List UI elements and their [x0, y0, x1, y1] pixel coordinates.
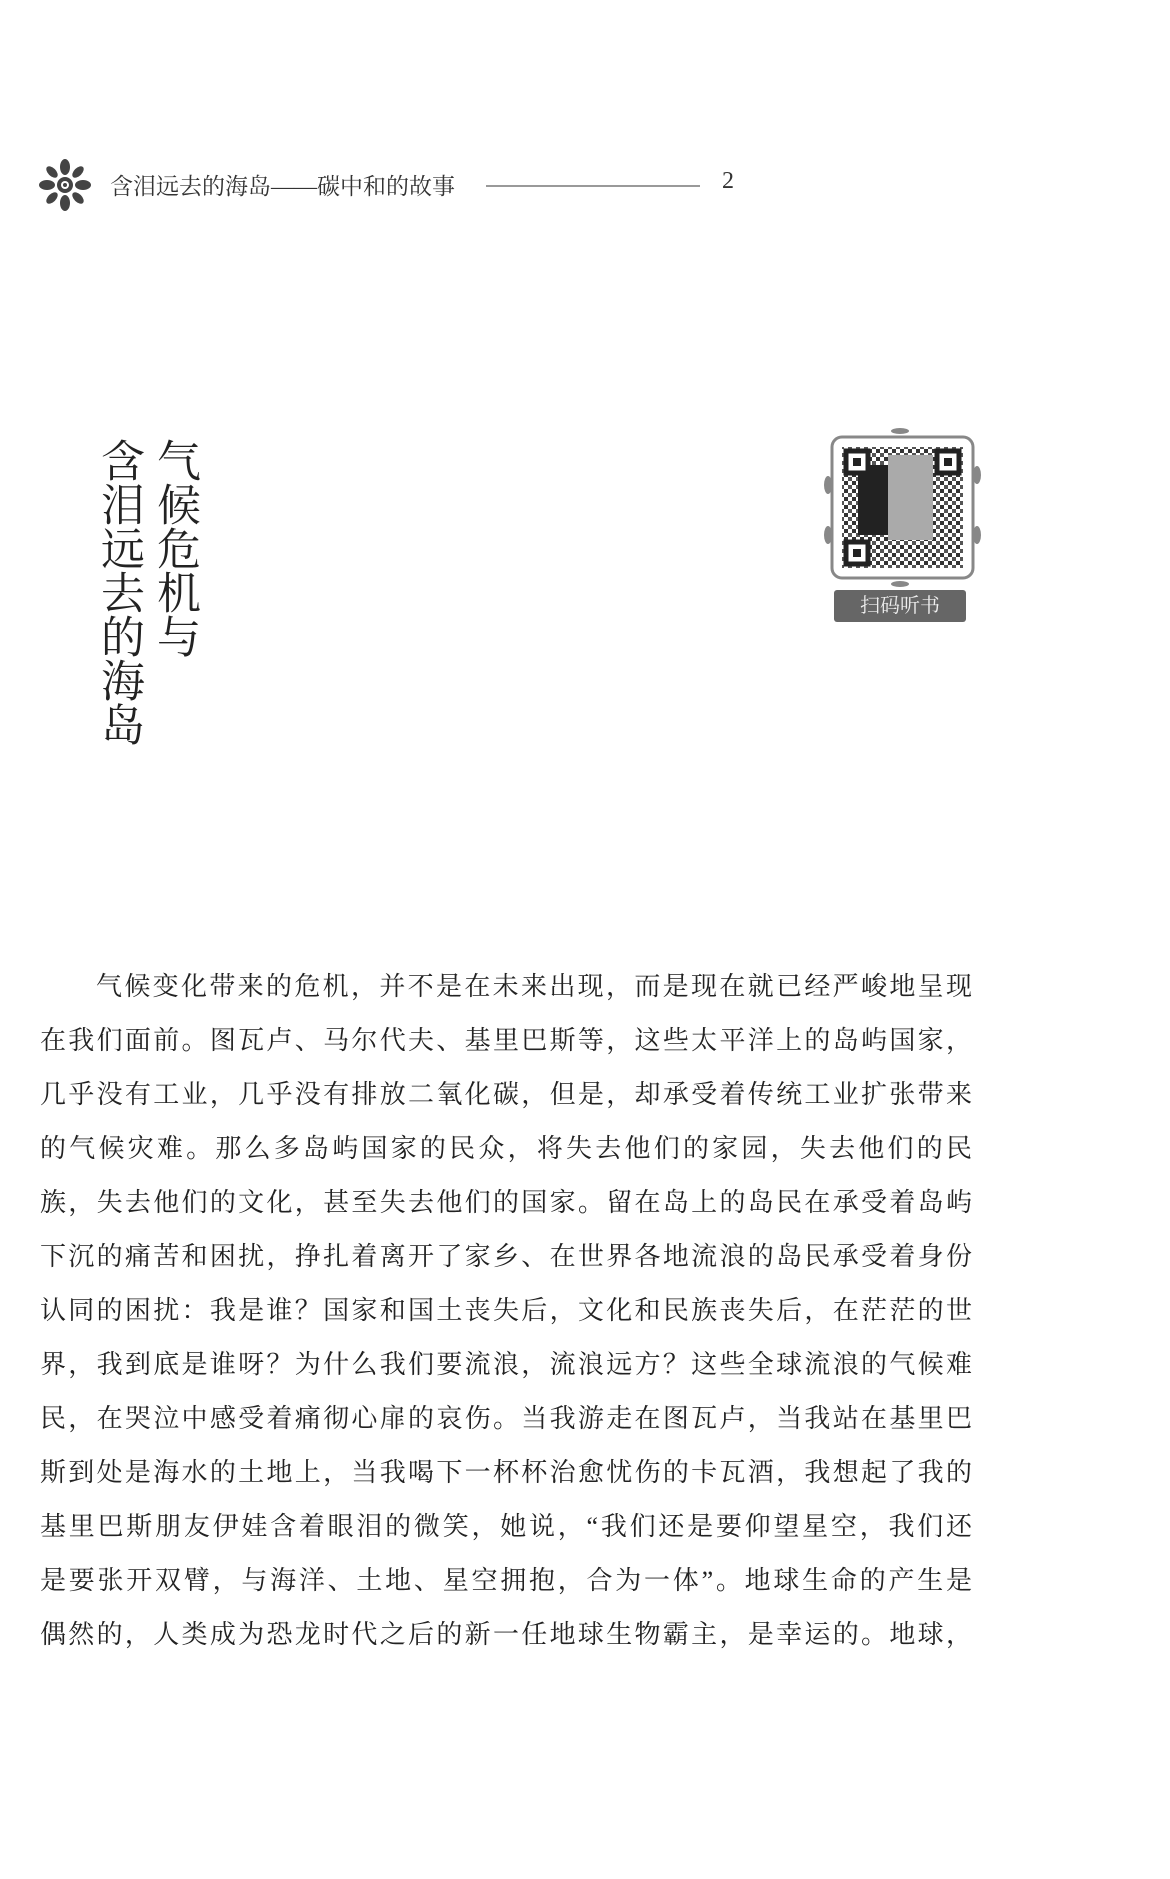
body-line: 下沉的痛苦和困扰，挣扎着离开了家乡、在世界各地流浪的岛民承受着身份 — [40, 1242, 972, 1271]
running-title: 含泪远去的海岛——碳中和的故事 — [110, 174, 455, 199]
body-line: 认同的困扰：我是谁？国家和国土丧失后，文化和民族丧失后，在茫茫的世 — [40, 1296, 972, 1325]
chapter-title-line-2: 含泪远去的海岛 — [94, 438, 143, 746]
body-line: 斯到处是海水的土地上，当我喝下一杯杯治愈忧伤的卡瓦酒，我想起了我的 — [40, 1458, 972, 1487]
chapter-title-line-1: 气候危机与 — [150, 438, 199, 658]
body-line: 气候变化带来的危机，并不是在未来出现，而是现在就已经严峻地呈现 — [96, 972, 972, 1001]
flower-ornament-icon — [38, 158, 92, 212]
body-text — [40, 964, 972, 1666]
body-line: 的气候灾难。那么多岛屿国家的民众，将失去他们的家园，失去他们的民 — [40, 1134, 972, 1163]
scan-to-listen-button[interactable]: 扫码听书 — [834, 590, 966, 622]
body-line: 偶然的，人类成为恐龙时代之后的新一任地球生物霸主，是幸运的。地球， — [40, 1620, 972, 1649]
body-line: 是要张开双臂，与海洋、土地、星空拥抱，合为一体”。地球生命的产生是 — [40, 1566, 972, 1595]
header-rule — [486, 185, 700, 187]
page-number: 2 — [722, 168, 734, 194]
body-line: 几乎没有工业，几乎没有排放二氧化碳，但是，却承受着传统工业扩张带来 — [40, 1080, 972, 1109]
body-line: 界，我到底是谁呀？为什么我们要流浪，流浪远方？这些全球流浪的气候难 — [40, 1350, 972, 1379]
body-line: 在我们面前。图瓦卢、马尔代夫、基里巴斯等，这些太平洋上的岛屿国家， — [40, 1026, 972, 1055]
body-line: 民，在哭泣中感受着痛彻心扉的哀伤。当我游走在图瓦卢，当我站在基里巴 — [40, 1404, 972, 1433]
body-line: 基里巴斯朋友伊娃含着眼泪的微笑，她说，“我们还是要仰望星空，我们还 — [40, 1512, 972, 1541]
body-line: 族，失去他们的文化，甚至失去他们的国家。留在岛上的岛民在承受着岛屿 — [40, 1188, 972, 1217]
qr-code-icon[interactable] — [820, 425, 985, 590]
